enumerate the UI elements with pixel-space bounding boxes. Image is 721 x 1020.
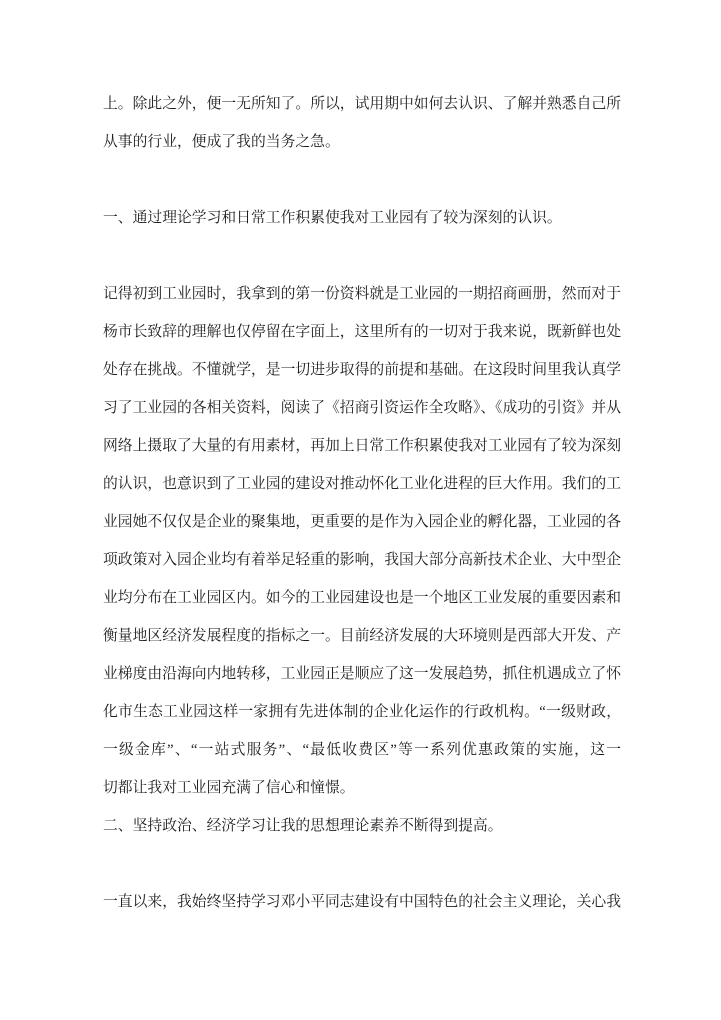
text-line: 业园她不仅仅是企业的聚集地，更重要的是作为入园企业的孵化器，工业园的各	[103, 514, 621, 530]
text-line: 处存在挑战。不懂就学，是一切进步取得的前提和基础。在这段时间里我认真学	[103, 362, 621, 378]
text-line: 上。除此之外，便一无所知了。所以，试用期中如何去认识、了解并熟悉自己所	[103, 96, 621, 112]
text-line: 一直以来，我始终坚持学习邓小平同志建设有中国特色的社会主义理论，关心我	[103, 894, 621, 910]
paragraph-intro-continuation	[103, 85, 621, 161]
text-line: 一、通过理论学习和日常工作积累使我对工业园有了较为深刻的认识。	[103, 210, 562, 226]
heading-section-2	[103, 807, 621, 845]
text-line: 杨市长致辞的理解也仅停留在字面上，这里所有的一切对于我来说，既新鲜也处	[103, 324, 621, 340]
text-line: 项政策对入园企业均有着举足轻重的影响，我国大部分高新技术企业、大中型企	[103, 552, 621, 568]
text-line: 网络上摄取了大量的有用素材，再加上日常工作积累使我对工业园有了较为深刻	[103, 438, 621, 454]
blank-line-3	[103, 845, 621, 883]
text-line: 记得初到工业园时，我拿到的第一份资料就是工业园的一期招商画册，然而对于	[103, 286, 621, 302]
text-line: 业梯度由沿海向内地转移，工业园正是顺应了这一发展趋势，抓住机遇成立了怀	[103, 666, 621, 682]
text-line: 的认识，也意识到了工业园的建设对推动怀化工业化进程的巨大作用。我们的工	[103, 476, 621, 492]
text-line: 从事的行业，便成了我的当务之急。	[103, 134, 340, 150]
blank-line-2	[103, 237, 621, 275]
paragraph-section-1-body	[103, 275, 621, 807]
blank-line-1	[103, 161, 621, 199]
text-line: 一级金库”、“一站式服务”、“最低收费区”等一系列优惠政策的实施，这一	[103, 742, 621, 758]
text-line: 业均分布在工业园区内。如今的工业园建设也是一个地区工业发展的重要因素和	[103, 590, 621, 606]
text-line: 切都让我对工业园充满了信心和憧憬。	[103, 780, 355, 796]
paragraph-section-2-body	[103, 883, 621, 921]
text-line: 衡量地区经济发展程度的指标之一。目前经济发展的大环境则是西部大开发、产	[103, 628, 621, 644]
text-line: 化市生态工业园这样一家拥有先进体制的企业化运作的行政机构。“一级财政，	[103, 704, 621, 720]
document-content	[103, 85, 621, 921]
heading-section-1	[103, 199, 621, 237]
text-line: 二、坚持政治、经济学习让我的思想理论素养不断得到提高。	[103, 818, 503, 834]
text-line: 习了工业园的各相关资料，阅读了《招商引资运作全攻略》、《成功的引资》并从	[103, 400, 621, 416]
